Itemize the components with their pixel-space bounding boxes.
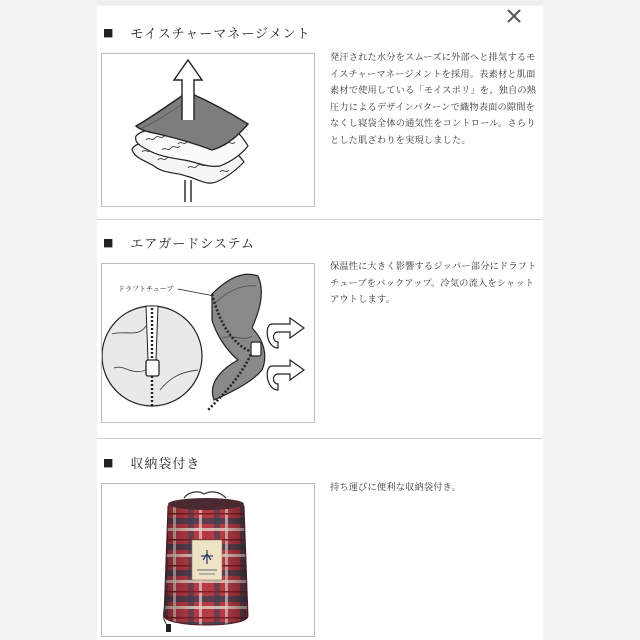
- airguard-illustration: [101, 263, 315, 423]
- close-icon: [507, 9, 521, 23]
- moisture-illustration: [101, 53, 315, 207]
- heading-square-marker: ■: [103, 455, 115, 469]
- moisture-description: 発汗された水分をスムーズに外部へと排気するモイスチャーマネージメントを採用。表素材と肌面素材で使用している「モイスポリ」を、独自の熱圧力によるデザインパターンで織物表面の隙間をなくし寝袋全体の通気性をコントロール。さらりとした肌ざわりを実現しました。: [330, 52, 537, 146]
- heading-text: モイスチャーマネージメント: [130, 26, 311, 42]
- heading-text: 収納袋付き: [130, 456, 201, 472]
- left-margin: [0, 0, 97, 640]
- section-heading-moisture: [103, 21, 311, 43]
- right-margin: [543, 0, 640, 640]
- storage-bag-description: 持ち運びに便利な収納袋付き。: [330, 482, 462, 493]
- section-divider: [97, 219, 542, 220]
- section-heading-storage-bag: [103, 451, 200, 473]
- storage-bag-photo: [101, 483, 315, 637]
- heading-text: エアガードシステム: [130, 236, 255, 252]
- top-edge: [97, 0, 543, 6]
- heading-square-marker: ■: [103, 235, 115, 249]
- heading-square-marker: ■: [103, 25, 115, 39]
- close-button[interactable]: [500, 2, 528, 30]
- airguard-description: 保温性に大きく影響するジッパー部分にドラフトチューブをバックアップ。冷気の流入をシャットアウトします。: [330, 261, 537, 305]
- section-heading-airguard: [103, 231, 255, 253]
- draft-tube-callout: ドラフトチューブ: [118, 285, 174, 293]
- section-divider: [97, 438, 542, 439]
